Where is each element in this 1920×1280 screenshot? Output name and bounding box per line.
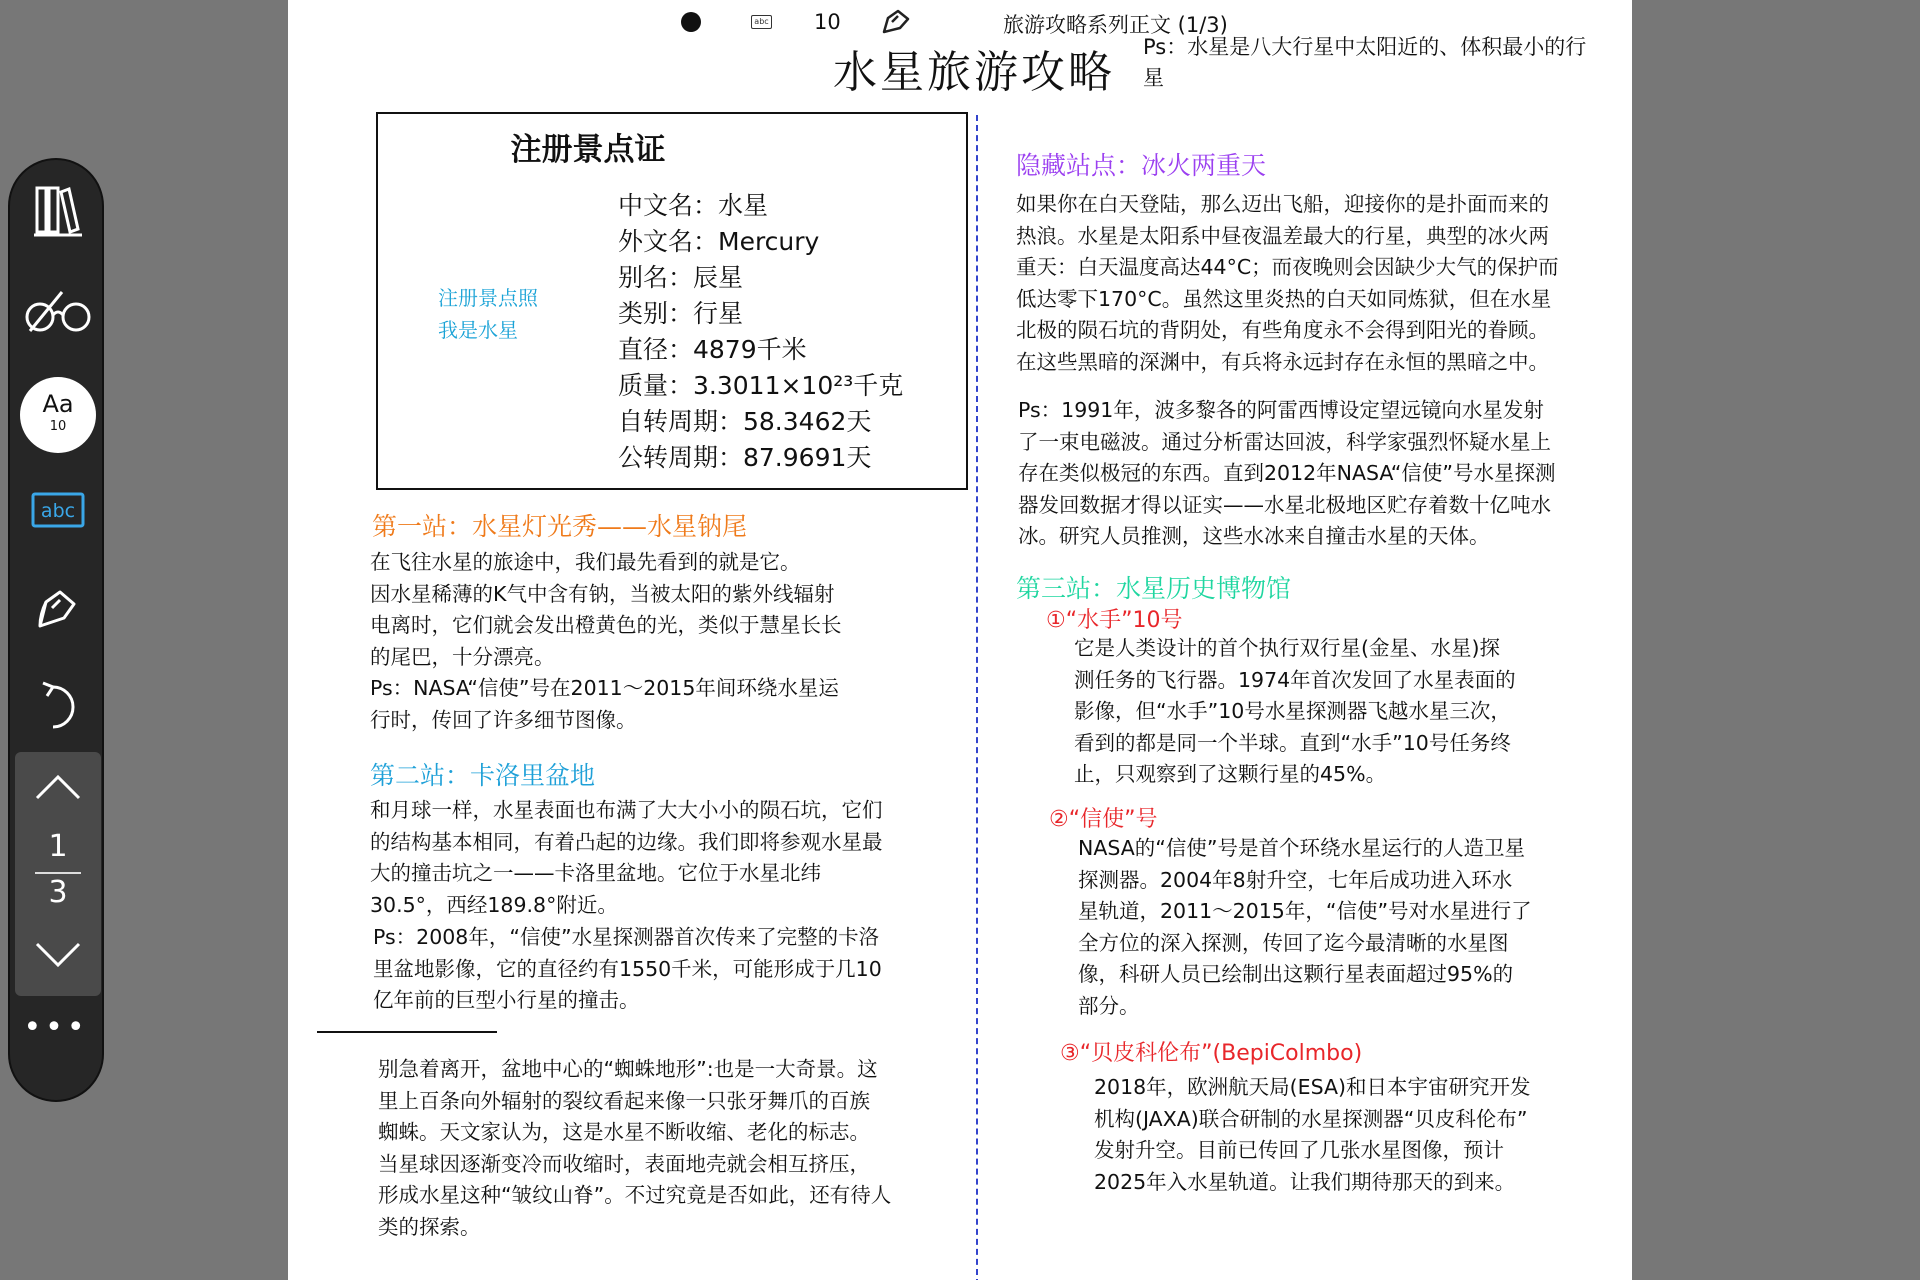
text-line: NASA的“信使”号是首个环绕水星运行的人造卫星 (1078, 836, 1526, 860)
text-line: 电离时，它们就会发出橙黄色的光，类似于慧星长长 (370, 613, 842, 638)
section-3-heading: 第三站：水星历史博物馆 (1016, 574, 1292, 603)
museum-item-1-body (1074, 633, 1594, 791)
read-mode-button[interactable] (20, 274, 96, 350)
hidden-station-heading: 隐藏站点：冰火两重天 (1016, 151, 1267, 180)
text-line: 2018年，欧洲航天局(ESA)和日本宇宙研究开发 (1094, 1075, 1531, 1099)
card-field: 中文名：水星 (618, 191, 769, 220)
text-line: 影像，但“水手”10号水星探测器飞越水星三次， (1074, 699, 1511, 724)
section-1-heading: 第一站：水星灯光秀——水星钠尾 (372, 512, 748, 541)
card-field: 自转周期：58.3462天 (618, 407, 872, 436)
text-line: 别急着离开，盆地中心的“蜘蛛地形”:也是一大奇景。这 (378, 1057, 878, 1081)
text-line: 机构(JAXA)联合研制的水星探测器“贝皮科伦布” (1094, 1106, 1528, 1131)
title-note: Ps：水星是八大行星中太阳近的、体积最小的行星 (1143, 35, 1587, 90)
record-dot-icon[interactable] (681, 12, 701, 32)
text-line: 了一束电磁波。通过分析雷达回波，科学家强烈怀疑水星上 (1018, 429, 1551, 454)
undo-icon (33, 679, 83, 733)
text-line: 当星球因逐渐变冷而收缩时，表面地壳就会相互挤压， (378, 1151, 870, 1176)
font-size-button[interactable] (20, 377, 96, 453)
pen-button[interactable] (20, 570, 96, 646)
photo-line: 注册景点照 (438, 286, 538, 310)
document-page (288, 0, 1632, 1280)
hidden-station-body (1016, 189, 1616, 379)
text-line: 里盆地影像，它的直径约有1550千米，可能形成于几10 (373, 956, 882, 981)
museum-item-3-title: ③“贝皮科伦布”(BepiColmbo) (1060, 1041, 1363, 1066)
card-photo-placeholder (438, 282, 538, 346)
side-toolbar (8, 158, 104, 1102)
museum-item-1-title: ①“水手”10号 (1046, 608, 1183, 633)
museum-item-3-body (1094, 1072, 1604, 1198)
text-line: 存在类似极冠的东西。直到2012年NASA“信使”号水星探测 (1018, 461, 1556, 486)
page-total: 3 (48, 875, 68, 910)
section-2-body (370, 795, 960, 921)
section-2-extra (378, 1054, 968, 1244)
text-line: Ps：NASA“信使”号在2011～2015年间环绕水星运 (370, 676, 839, 701)
section-2-ps (373, 922, 963, 1017)
text-line: 2025年入水星轨道。让我们期待那天的到来。 (1094, 1169, 1516, 1194)
pen-icon (30, 580, 86, 636)
text-line: 行时，传回了许多细节图像。 (370, 707, 637, 732)
card-field: 公转周期：87.9691天 (618, 443, 872, 472)
text-line: 热浪。水星是太阳系中昼夜温差最大的行星，典型的冰火两 (1016, 223, 1549, 248)
text-line: 像，科研人员已绘制出这颗行星表面超过95%的 (1078, 962, 1514, 987)
text-line: 里上百条向外辐射的裂纹看起来像一只张牙舞爪的百族 (378, 1088, 870, 1113)
font-size-indicator: 10 (814, 10, 841, 34)
text-line: 如果你在白天登陆，那么迈出飞船，迎接你的是扑面而来的 (1016, 192, 1549, 216)
text-line: 蜘蛛。天文家认为，这是水星不断收缩、老化的标志。 (378, 1120, 870, 1145)
pen-mini-icon[interactable] (880, 6, 914, 36)
text-line: 的结构基本相同，有着凸起的边缘。我们即将参观水星最 (370, 829, 883, 854)
text-line: 在这些黑暗的深渊中，有兵将永远封存在永恒的黑暗之中。 (1016, 349, 1549, 374)
text-line: 类的探索。 (378, 1214, 481, 1239)
text-line: 30.5°，西经189.8°附近。 (370, 892, 618, 917)
text-line: Ps：1991年，波多黎各的阿雷西博设定望远镜向水星发射 (1018, 398, 1544, 422)
svg-text:abc: abc (40, 500, 76, 522)
text-line: 因水星稀薄的K气中含有钠，当被太阳的紫外线辐射 (370, 581, 835, 606)
text-line: 探测器。2004年8射升空，七年后成功进入环水 (1078, 867, 1513, 892)
more-icon[interactable]: ••• (23, 1010, 89, 1045)
museum-item-2-body (1078, 833, 1598, 1023)
text-line: 部分。 (1078, 993, 1140, 1018)
text-line: 大的撞击坑之一——卡洛里盆地。它位于水星北纬 (370, 861, 821, 886)
text-line: 和月球一样，水星表面也布满了大大小小的陨石坑，它们 (370, 798, 883, 822)
text-line: 全方位的深入探测，传回了迄今最清晰的水星图 (1078, 930, 1509, 955)
text-line: 重天：白天温度高达44°C；而夜晚则会因缺少大气的保护而 (1016, 255, 1559, 280)
column-divider (976, 115, 978, 1280)
text-line: 形成水星这种“皱纹山脊”。不过究竟是否如此，还有待人 (378, 1183, 892, 1208)
library-button[interactable] (20, 172, 96, 248)
card-fields (618, 188, 903, 476)
page-navigator (15, 752, 101, 996)
card-field: 直径：4879千米 (618, 335, 807, 364)
text-line: 它是人类设计的首个执行双行星(金星、水星)探 (1074, 636, 1500, 660)
undo-button[interactable] (20, 668, 96, 744)
chevron-down-icon[interactable] (33, 938, 83, 972)
card-title: 注册景点证 (510, 132, 666, 168)
museum-item-2-title: ②“信使”号 (1049, 807, 1158, 832)
text-line: 发射升空。目前已传回了几张水星图像，预计 (1094, 1138, 1504, 1163)
card-field: 类别：行星 (618, 299, 744, 328)
text-line: 亿年前的巨型小行星的撞击。 (373, 988, 640, 1013)
chevron-up-icon[interactable] (33, 770, 83, 804)
text-line: Ps：2008年，“信使”水星探测器首次传来了完整的卡洛 (373, 925, 880, 949)
section-2-heading: 第二站：卡洛里盆地 (370, 761, 596, 790)
text-line: 北极的陨石坑的背阴处，有些角度永不会得到阳光的眷顾。 (1016, 318, 1549, 343)
info-card (376, 112, 968, 490)
header-title: 旅游攻略系列正文 (1/3) (1003, 13, 1228, 37)
library-icon (31, 182, 85, 238)
hidden-station-ps (1018, 395, 1618, 553)
page-title: 水星旅游攻略 (833, 47, 1115, 98)
text-line: 测任务的飞行器。1974年首次发回了水星表面的 (1074, 667, 1516, 692)
spellcheck-mini-icon[interactable]: abc (751, 15, 772, 29)
text-line: 止，只观察到了这颗行星的45%。 (1074, 762, 1387, 787)
text-line: 在飞往水星的旅途中，我们最先看到的就是它。 (370, 550, 801, 574)
spellcheck-icon (30, 490, 86, 530)
glasses-icon (22, 287, 94, 337)
page-current: 1 (48, 829, 68, 864)
text-line: 低达零下170°C。虽然这里炎热的白天如同炼狱，但在水星 (1016, 286, 1552, 311)
page-separator (35, 872, 81, 874)
text-line: 器发回数据才得以证实——水星北极地区贮存着数十亿吨水 (1018, 492, 1551, 517)
text-line: 看到的都是同一个半球。直到“水手”10号任务终 (1074, 730, 1511, 755)
card-field: 别名：辰星 (618, 263, 744, 292)
card-field: 质量：3.3011×10²³千克 (618, 371, 904, 400)
horizontal-rule (317, 1031, 497, 1033)
font-size-value: 10 (49, 419, 67, 434)
text-line: 星轨道，2011～2015年，“信使”号对水星进行了 (1078, 899, 1532, 924)
spellcheck-button[interactable] (20, 472, 96, 548)
card-field: 外文名：Mercury (618, 227, 820, 256)
text-line: 的尾巴，十分漂亮。 (370, 644, 555, 669)
text-line: 冰。研究人员推测，这些水冰来自撞击水星的天体。 (1018, 524, 1490, 549)
font-size-icon: Aa (42, 390, 74, 418)
section-1-body (370, 547, 940, 737)
photo-line: 我是水星 (438, 318, 518, 342)
